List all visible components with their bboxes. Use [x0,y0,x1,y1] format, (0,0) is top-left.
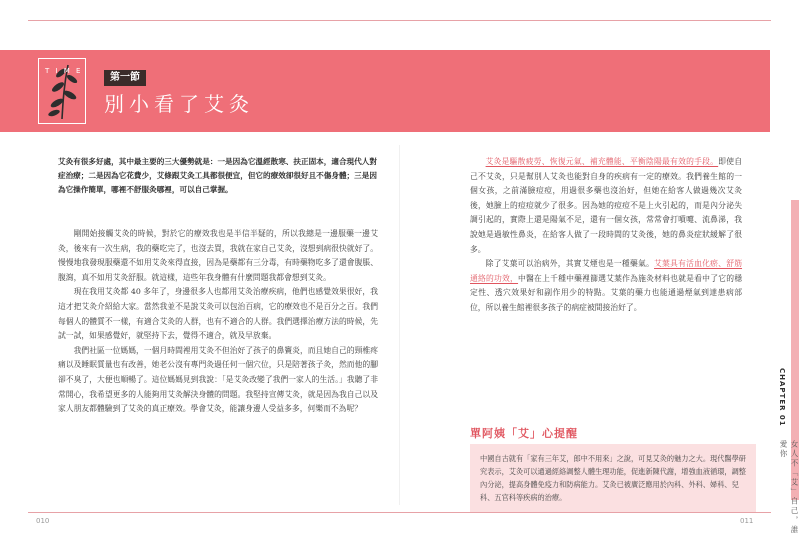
right-paragraph-2 [470,257,742,315]
page-number-left: 010 [36,517,50,525]
logo-text: T I M E [45,67,83,75]
section-label: 第一節 [104,70,146,86]
top-rule [28,20,771,21]
left-paragraph-2: 現在我用艾灸都 40 多年了，身邊很多人也都用艾灸治療疾病，他們也感覺效果很好，我這才把艾灸介紹給大家。當然我並不是說艾灸可以包治百病，它的療效也不是百分之百。我們每個人的體質不一樣，有適合艾灸的人群，也有不適合的人群。我們選擇治療方法的時候，先試一試，如果感覺好，就堅持下去，覺得不適合，就及早放棄。 [58,287,378,341]
section-title: 別小看了艾灸 [104,92,254,116]
paragraph-text: 即使自己不艾灸，只是幫別人艾灸也能對自身的疾病有一定的療效。我們養生館的一個女孩，之前滿臉痘痘，用過很多藥也沒治好，但她在給客人做過幾次艾灸後，她臉上的痘痘就少了很多。因為她的痘痘不是上火引起的，而是內分泌失調引起的，實際上還是陽氣不足，還有一個女孩，常常會打噴嚏、流鼻涕，我說她是過敏性鼻炎，在給客人做了一段時間的艾灸後，她的鼻炎症狀緩解了很多。 [470,157,743,254]
chapter-subtitle: 女人不「艾」自己，誰愛你 [779,440,799,535]
paragraph-text: 中醫在上千種中藥裡篩選艾葉作為施灸材料也就是看中了它的穩定性、透穴效果好和副作用少的特點。艾葉的藥力也能通過煙氣到達患病部位，所以養生館裡很多孩子的病症被間接治好了。 [470,273,743,312]
left-column [58,227,378,417]
left-paragraph-1: 剛開始接觸艾灸的時候，對於它的療效我也是半信半疑的，所以我總是一邊服藥一邊艾灸，後來有一次生病，我的藥吃完了，也沒去買，我就在家自己艾灸，沒想到病很快就好了。慢慢地我發現服藥還不如用艾灸來得直接，因為是藥都有三分毒，有時藥物吃多了還會腹脹、腹瀉，真不如用艾灸舒服。就這樣，這些年我身體有什麼問題我都會想到艾灸。 [58,229,378,282]
intro-paragraph: 艾灸有很多好處，其中最主要的三大優勢就是：一是因為它溫經散寒、扶正固本，適合現代人對症治療；二是因為它花費少，艾條跟艾灸工具都很便宜，但它的療效卻很好且不傷身體；三是因為它操作簡單，哪裡不舒服灸哪裡，可以自己掌握。 [58,157,377,194]
tip-title: 單阿姨「艾」心提醒 [470,427,578,440]
page-number-right: 011 [740,517,754,525]
tip-box: 中國自古就有「家有三年艾，郎中不用來」之說，可見艾灸的魅力之大。現代醫學研究表示，艾灸可以通過經絡調整人體生理功能，促進新陳代謝，增強血液循環，調整內分泌，提高身體免疫力和防病能力。艾灸已被廣泛應用於內科、外科、婦科、兒科、五官科等疾病的治療。 [470,444,756,512]
right-column [470,155,742,316]
right-paragraph-1 [470,155,742,257]
bottom-rule [28,512,771,513]
left-paragraph-3: 我們社區一位媽媽，一個月時間裡用艾灸不但治好了孩子的鼻竇炎，而且她自己的頸椎疼痛以及睡眠質量也有改善，她老公沒有專門灸過任何一個穴位，只是陪著孩子灸，然而他的腳卻不臭了，大便也順暢了。這位媽媽見到我說：「是艾灸改變了我們一家人的生活。」我聽了非常開心，我希望更多的人能夠用艾灸解決身體的問題。我堅持宣傳艾灸，就是因為我自己以及家人朋友都體驗到了艾灸的真正療效。學會艾灸，能讓身邊人受益多多，何樂而不為呢？ [58,345,378,414]
highlight-text: 艾葉具有活血化瘀、舒筋通絡的功效， [470,259,743,283]
chapter-label: CHAPTER 01 [778,368,786,427]
highlight-text: 艾灸是驅散疲勞、恢復元氣、補充體能、平衡陰陽最有效的手段。 [485,157,719,166]
paragraph-text: 除了艾葉可以治病外，其實艾煙也是一種藥氣。 [485,259,655,269]
page-gutter [399,145,400,505]
time-logo [38,58,86,124]
